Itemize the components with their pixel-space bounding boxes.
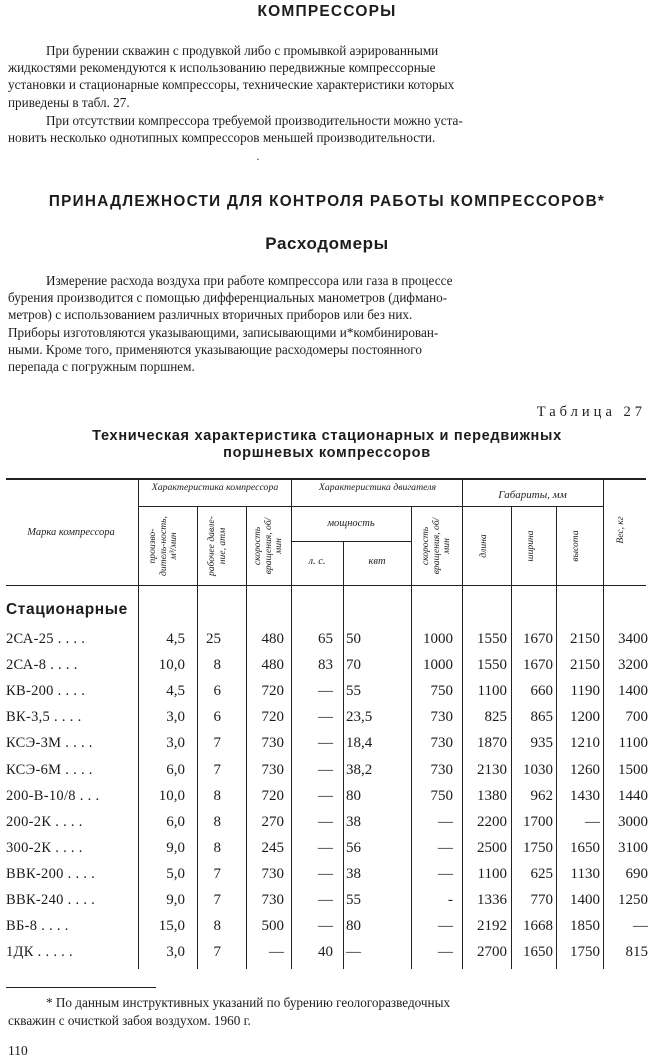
cell-weight: 1440 [618, 788, 648, 804]
cell-speed: 720 [261, 683, 284, 699]
table-title-line: Техническая характеристика стационарных и передвижных [92, 428, 562, 444]
cell-capacity: 6,0 [166, 814, 185, 830]
cell-height: 1200 [570, 709, 600, 725]
cell-weight: — [633, 918, 648, 934]
header-width: ширина [525, 530, 536, 562]
text-line: ными. Кроме того, применяются указывающие расходомеры постоянного [8, 341, 422, 357]
cell-height: 2150 [570, 631, 600, 647]
header-kw: квт [368, 556, 386, 567]
cell-width: 1030 [523, 762, 553, 778]
text-line: жидкостями рекомендуются к использованию передвижные компрессорные [8, 60, 436, 76]
cell-width: 962 [530, 788, 553, 804]
cell-capacity: 3,0 [166, 735, 185, 751]
cell-pressure: 8 [213, 657, 221, 673]
cell-brand: КСЭ-6М . . . . [6, 762, 93, 778]
cell-capacity: 15,0 [158, 918, 185, 934]
cell-speed: 270 [261, 814, 284, 830]
cell-width: 1700 [523, 814, 553, 830]
table-title-line: поршневых компрессоров [223, 445, 431, 461]
header-length: длина [478, 534, 489, 558]
text-line: Измерение расхода воздуха при работе компрессора или газа в процессе [46, 273, 453, 288]
cell-pressure: 8 [213, 814, 221, 830]
text-line: скважин с очисткой забоя воздухом. 1960 г. [8, 1012, 251, 1028]
col-divider [462, 479, 463, 969]
cell-brand: КСЭ-3М . . . . [6, 735, 93, 751]
header-speed: скорость вращения, об/мин [252, 517, 284, 575]
cell-kw: 56 [346, 840, 361, 856]
cell-weight: 3100 [618, 840, 648, 856]
cell-length: 825 [484, 709, 507, 725]
cell-width: 770 [530, 892, 553, 908]
cell-weight: 1100 [618, 735, 648, 751]
cell-hp: 65 [318, 631, 333, 647]
cell-weight: 3000 [618, 814, 648, 830]
cell-speed: 245 [261, 840, 284, 856]
cell-kw: 38 [346, 814, 361, 830]
cell-hp: — [318, 735, 333, 751]
col-divider [343, 541, 344, 969]
cell-pressure: 7 [213, 866, 221, 882]
cell-speed: — [269, 944, 284, 960]
cell-width: 1668 [523, 918, 553, 934]
cell-hp: — [318, 762, 333, 778]
heading-accessories: ПРИНАДЛЕЖНОСТИ ДЛЯ КОНТРОЛЯ РАБОТЫ КОМПРЕССОРОВ* [48, 193, 606, 210]
col-divider [511, 506, 512, 969]
cell-width: 1650 [523, 944, 553, 960]
text-line: новить несколько однотипных компрессоров меньшей производительности. [8, 130, 436, 146]
cell-width: 1750 [523, 840, 553, 856]
header-weight: Вес, кг [615, 516, 626, 544]
cell-engine-speed: - [448, 892, 453, 908]
cell-speed: 720 [261, 788, 284, 804]
cell-weight: 1250 [618, 892, 648, 908]
paragraph-compressors [8, 42, 646, 111]
cell-pressure: 8 [213, 788, 221, 804]
cell-speed: 720 [261, 709, 284, 725]
cell-engine-speed: — [438, 840, 453, 856]
cell-hp: — [318, 683, 333, 699]
cell-kw: 55 [346, 892, 361, 908]
cell-width: 1670 [523, 657, 553, 673]
cell-hp: — [318, 814, 333, 830]
cell-hp: — [318, 840, 333, 856]
cell-height: 1190 [570, 683, 600, 699]
cell-pressure: 6 [213, 709, 221, 725]
header-engine-group: Характеристика двигателя [318, 482, 437, 493]
table-top-rule [6, 478, 646, 480]
table-header-rule [6, 585, 646, 586]
cell-engine-speed: 1000 [423, 657, 453, 673]
section-title: КОМПРЕССОРЫ [257, 3, 397, 20]
cell-width: 865 [530, 709, 553, 725]
cell-kw: 23,5 [346, 709, 373, 725]
cell-brand: 1ДК . . . . . [6, 944, 73, 960]
cell-engine-speed: — [438, 866, 453, 882]
cell-engine-speed: 730 [430, 762, 453, 778]
cell-hp: — [318, 918, 333, 934]
cell-engine-speed: 750 [430, 788, 453, 804]
table-label: Таблица 27 [536, 404, 646, 420]
cell-kw: — [346, 944, 361, 960]
cell-length: 2192 [477, 918, 507, 934]
cell-capacity: 10,0 [158, 788, 185, 804]
cell-length: 2700 [477, 944, 507, 960]
col-divider [411, 506, 412, 969]
cell-engine-speed: 1000 [423, 631, 453, 647]
cell-length: 2130 [477, 762, 507, 778]
col-divider [246, 506, 247, 969]
paragraph-flowmeters [8, 272, 646, 375]
cell-width: 660 [530, 683, 553, 699]
cell-kw: 55 [346, 683, 361, 699]
cell-pressure: 6 [213, 683, 221, 699]
table-title [0, 428, 654, 462]
cell-brand: ВБ-8 . . . . [6, 918, 69, 934]
cell-brand: 200-2К . . . . [6, 814, 83, 830]
cell-kw: 38 [346, 866, 361, 882]
cell-weight: 1500 [618, 762, 648, 778]
cell-kw: 50 [346, 631, 361, 647]
cell-hp: 40 [318, 944, 333, 960]
cell-speed: 730 [261, 735, 284, 751]
heading-flowmeters: Расходомеры [265, 234, 389, 253]
cell-length: 2500 [477, 840, 507, 856]
cell-weight: 3200 [618, 657, 648, 673]
cell-capacity: 10,0 [158, 657, 185, 673]
footnote [8, 994, 646, 1029]
cell-height: 2150 [570, 657, 600, 673]
text-line: * По данным инструктивных указаний по бурению геологоразведочных [46, 995, 451, 1010]
power-rule [291, 541, 411, 542]
cell-capacity: 5,0 [166, 866, 185, 882]
cell-speed: 500 [261, 918, 284, 934]
header-hp: л. с. [308, 556, 326, 567]
cell-length: 1380 [477, 788, 507, 804]
cell-engine-speed: 730 [430, 709, 453, 725]
cell-length: 1100 [477, 866, 507, 882]
header-capacity: произво-дитель-ность, м³/мин [147, 516, 179, 576]
cell-brand: ВК-3,5 . . . . [6, 709, 82, 725]
cell-kw: 38,2 [346, 762, 373, 778]
text-line: При бурении скважин с продувкой либо с промывкой аэрированными [46, 43, 439, 58]
cell-weight: 1400 [618, 683, 648, 699]
header-dimensions-group: Габариты, мм [498, 489, 567, 501]
cell-hp: — [318, 892, 333, 908]
cell-kw: 80 [346, 918, 361, 934]
cell-pressure: 7 [213, 944, 221, 960]
col-divider [556, 506, 557, 969]
header-brand: Марка компрессора [27, 527, 115, 538]
cell-length: 2200 [477, 814, 507, 830]
header-height: высота [570, 530, 581, 562]
page-number: 110 [8, 1043, 28, 1058]
cell-height: 1650 [570, 840, 600, 856]
cell-speed: 730 [261, 866, 284, 882]
cell-engine-speed: 730 [430, 735, 453, 751]
cell-engine-speed: 750 [430, 683, 453, 699]
cell-height: 1750 [570, 944, 600, 960]
cell-height: 1850 [570, 918, 600, 934]
text-line: бурения производится с помощью дифференциальных манометров (дифмано- [8, 290, 448, 306]
cell-pressure: 7 [213, 735, 221, 751]
text-line: установки и стационарные компрессоры, технические характеристики которых [8, 77, 455, 93]
cell-pressure: 8 [213, 918, 221, 934]
header-engine-speed: скорость вращения, об/мин [420, 517, 452, 575]
cell-height: 1130 [570, 866, 600, 882]
cell-brand: КВ-200 . . . . [6, 683, 86, 699]
cell-speed: 480 [261, 631, 284, 647]
cell-pressure: 25 [206, 631, 221, 647]
cell-height: 1260 [570, 762, 600, 778]
footnote-rule [6, 987, 156, 988]
print-dot: · [256, 152, 260, 166]
cell-length: 1336 [477, 892, 507, 908]
cell-pressure: 8 [213, 840, 221, 856]
col-divider [138, 479, 139, 969]
cell-width: 625 [530, 866, 553, 882]
text-line: метров) с использованием различных вторичных приборов или без них. [8, 307, 413, 323]
cell-weight: 3400 [618, 631, 648, 647]
text-line: перепада с погружным поршнем. [8, 359, 195, 375]
cell-weight: 690 [625, 866, 648, 882]
cell-hp: — [318, 788, 333, 804]
text-line: При отсутствии компрессора требуемой производительности можно уста- [46, 113, 463, 128]
cell-length: 1870 [477, 735, 507, 751]
paragraph-alternative [8, 112, 646, 146]
text-line: приведены в табл. 27. [8, 94, 130, 110]
dimensions-group-rule [462, 506, 603, 507]
cell-capacity: 3,0 [166, 944, 185, 960]
group-label-stationary: Стационарные [6, 601, 128, 618]
cell-speed: 730 [261, 762, 284, 778]
cell-capacity: 4,5 [166, 631, 185, 647]
cell-capacity: 3,0 [166, 709, 185, 725]
cell-speed: 480 [261, 657, 284, 673]
cell-brand: 300-2К . . . . [6, 840, 83, 856]
col-divider [197, 506, 198, 969]
engine-group-rule [291, 506, 462, 507]
compressor-group-rule [138, 506, 291, 507]
cell-width: 1670 [523, 631, 553, 647]
cell-length: 1550 [477, 631, 507, 647]
col-divider [291, 479, 292, 969]
cell-brand: 2СА-8 . . . . [6, 657, 78, 673]
cell-hp: — [318, 866, 333, 882]
cell-engine-speed: — [438, 814, 453, 830]
cell-weight: 815 [625, 944, 648, 960]
cell-brand: 200-В-10/8 . . . [6, 788, 100, 804]
cell-height: 1400 [570, 892, 600, 908]
cell-length: 1550 [477, 657, 507, 673]
cell-kw: 70 [346, 657, 361, 673]
cell-brand: ВВК-200 . . . . [6, 866, 96, 882]
cell-capacity: 9,0 [166, 840, 185, 856]
cell-hp: 83 [318, 657, 333, 673]
col-divider [603, 479, 604, 969]
text-line: Приборы изготовляются указывающими, записывающими и*комбинирован- [8, 324, 439, 340]
header-compressor-group: Характеристика компрессора [151, 482, 279, 493]
cell-speed: 730 [261, 892, 284, 908]
cell-length: 1100 [477, 683, 507, 699]
cell-capacity: 4,5 [166, 683, 185, 699]
cell-kw: 18,4 [346, 735, 373, 751]
cell-capacity: 6,0 [166, 762, 185, 778]
cell-pressure: 7 [213, 762, 221, 778]
cell-engine-speed: — [438, 918, 453, 934]
cell-kw: 80 [346, 788, 361, 804]
cell-brand: ВВК-240 . . . . [6, 892, 96, 908]
cell-height: — [585, 814, 600, 830]
cell-hp: — [318, 709, 333, 725]
cell-height: 1430 [570, 788, 600, 804]
cell-brand: 2СА-25 . . . . [6, 631, 86, 647]
header-power: мощность [327, 518, 375, 529]
header-pressure: рабочее давле-ние, атм [206, 515, 228, 577]
cell-width: 935 [530, 735, 553, 751]
cell-height: 1210 [570, 735, 600, 751]
cell-weight: 700 [625, 709, 648, 725]
cell-capacity: 9,0 [166, 892, 185, 908]
cell-pressure: 7 [213, 892, 221, 908]
cell-engine-speed: — [438, 944, 453, 960]
